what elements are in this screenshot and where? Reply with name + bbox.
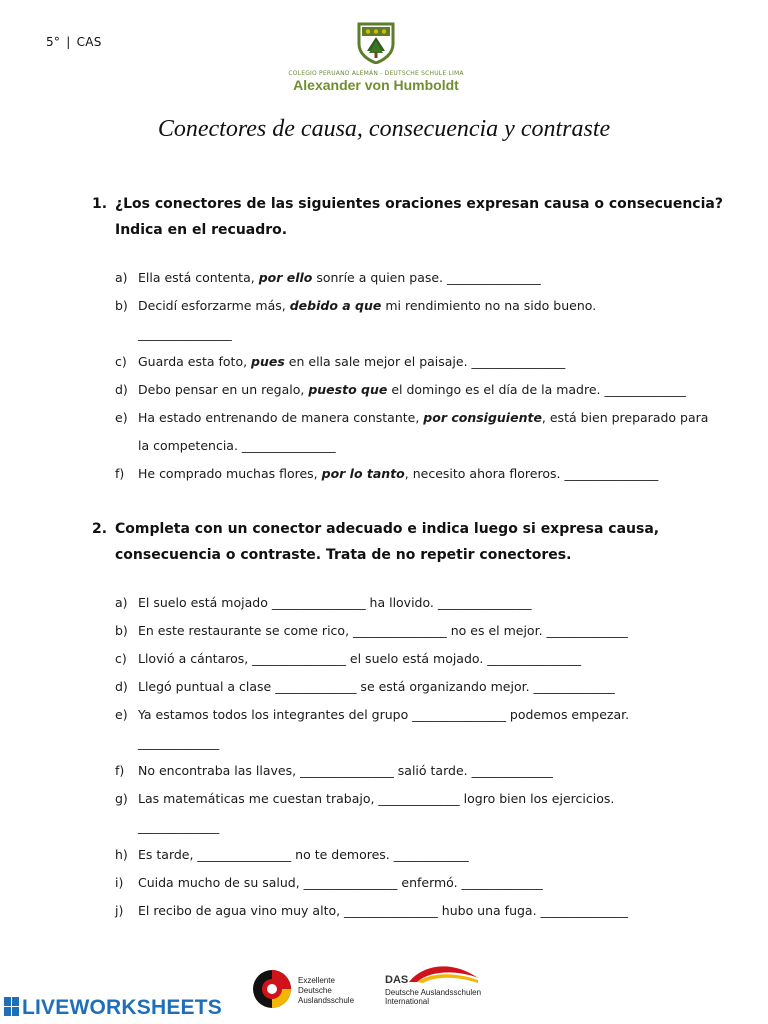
item-sentence: No encontraba las llaves, _______________ salió tarde. _____________ <box>138 763 553 778</box>
item-label: a) <box>115 270 128 285</box>
item-label: e) <box>115 410 128 425</box>
item-label: c) <box>115 354 127 369</box>
section-1-line2: Indica en el recuadro. <box>115 222 288 238</box>
item-text-before: Ha estado entrenando de manera constante, <box>138 410 424 425</box>
header-separator: | <box>66 35 71 49</box>
exzellente-line-3: Auslandsschule <box>298 996 355 1005</box>
page-title: Conectores de causa, consecuencia y contraste <box>157 116 611 142</box>
item-sentence: El suelo está mojado _______________ ha llovido. _______________ <box>138 595 532 610</box>
item-text-before: Debo pensar en un regalo, <box>138 382 309 397</box>
item-text-before: He comprado muchas flores, <box>138 466 322 481</box>
item-connector: pues <box>251 354 285 369</box>
item-label: e) <box>115 707 128 722</box>
item-label: c) <box>115 651 127 666</box>
item-sentence <box>138 404 708 432</box>
item-continuation: _______________ <box>138 326 232 341</box>
item-sentence <box>138 264 541 292</box>
section-2-line2: consecuencia o contraste. Trata de no repetir conectores. <box>115 547 572 563</box>
item-label: f) <box>115 466 125 481</box>
item-connector: por ello <box>258 270 313 285</box>
item-text-before: Guarda esta foto, <box>138 354 252 369</box>
section-1-instructions <box>115 191 735 243</box>
item-text-before: Ella está contenta, <box>138 270 259 285</box>
item-sentence: Las matemáticas me cuestan trabajo, _____________ logro bien los ejercicios. <box>138 791 615 806</box>
item-label: d) <box>115 679 128 694</box>
item-text-after: sonríe a quien pase. _______________ <box>312 270 541 285</box>
item-text-after: mi rendimiento no na sido bueno. <box>381 298 597 313</box>
item-text-after: el domingo es el día de la madre. _____________ <box>387 382 686 397</box>
item-text-before: Decidí esforzarme más, <box>138 298 290 313</box>
liveworksheets-brand <box>4 996 222 1020</box>
das-badge <box>383 962 483 1012</box>
school-shield-icon <box>356 22 396 64</box>
item-sentence: El recibo de agua vino muy alto, _______________ hubo una fuga. ______________ <box>138 903 629 918</box>
item-label: g) <box>115 791 128 806</box>
item-sentence: Ya estamos todos los integrantes del grupo _______________ podemos empezar. <box>138 707 630 722</box>
item-sentence: Llegó puntual a clase _____________ se está organizando mejor. _____________ <box>138 679 615 694</box>
item-label: a) <box>115 595 128 610</box>
item-label: f) <box>115 763 125 778</box>
item-sentence: Llovió a cántaros, _______________ el suelo está mojado. _______________ <box>138 651 582 666</box>
item-sentence <box>138 292 596 320</box>
item-continuation: _____________ <box>138 735 220 750</box>
exzellente-line-2: Deutsche <box>298 986 332 995</box>
item-text-after: en ella sale mejor el paisaje. _______________ <box>284 354 566 369</box>
item-connector: por consiguiente <box>423 410 542 425</box>
exzellente-line-1: Exzellente <box>298 976 335 985</box>
item-text-after: , necesito ahora floreros. _______________ <box>404 466 659 481</box>
section-2-instructions <box>115 516 735 568</box>
item-continuation: la competencia. _______________ <box>138 438 336 453</box>
item-sentence <box>138 376 686 404</box>
exzellente-badge <box>252 968 355 1014</box>
das-line-2: International <box>385 997 430 1006</box>
liveworksheets-text: LIVEWORKSHEETS <box>22 996 222 1019</box>
liveworksheets-logo-icon <box>4 997 20 1017</box>
item-sentence: En este restaurante se come rico, _______________ no es el mejor. _____________ <box>138 623 628 638</box>
exzellente-text <box>298 976 354 1006</box>
item-label: d) <box>115 382 128 397</box>
item-label: b) <box>115 623 128 638</box>
das-text <box>385 988 481 1006</box>
section-2-line1: Completa con un conector adecuado e indica luego si expresa causa, <box>115 521 660 537</box>
exzellente-emblem-icon <box>252 968 292 1010</box>
school-name-small: COLEGIO PERUANO ALEMÁN - DEUTSCHE SCHULE LIMA <box>288 70 464 77</box>
subject-label: CAS <box>76 35 102 49</box>
item-label: b) <box>115 298 128 313</box>
item-connector: puesto que <box>308 382 388 397</box>
section-2-number: 2. <box>92 521 108 537</box>
school-logo <box>288 22 464 94</box>
item-text-after: , está bien preparado para <box>541 410 709 425</box>
item-sentence: Es tarde, _______________ no te demores. ____________ <box>138 847 469 862</box>
item-sentence <box>138 348 565 376</box>
section-2-heading <box>92 516 732 568</box>
section-1-line1: ¿Los conectores de las siguientes oraciones expresan causa o consecuencia? <box>115 196 723 212</box>
school-name-large: Alexander von Humboldt <box>293 77 459 93</box>
item-connector: debido a que <box>289 298 382 313</box>
item-connector: por lo tanto <box>321 466 405 481</box>
header-grade <box>46 35 102 49</box>
item-label: i) <box>115 875 124 890</box>
item-label: h) <box>115 847 128 862</box>
grade-label: 5° <box>46 35 61 49</box>
section-1-number: 1. <box>92 196 108 212</box>
das-line-1: Deutsche Auslandsschulen <box>385 988 482 997</box>
item-sentence: Cuida mucho de su salud, _______________ enfermó. _____________ <box>138 875 543 890</box>
das-title: DAS <box>385 974 409 986</box>
item-sentence <box>138 460 658 488</box>
item-label: j) <box>115 903 124 918</box>
section-1-heading <box>92 191 732 243</box>
item-continuation: _____________ <box>138 819 220 834</box>
